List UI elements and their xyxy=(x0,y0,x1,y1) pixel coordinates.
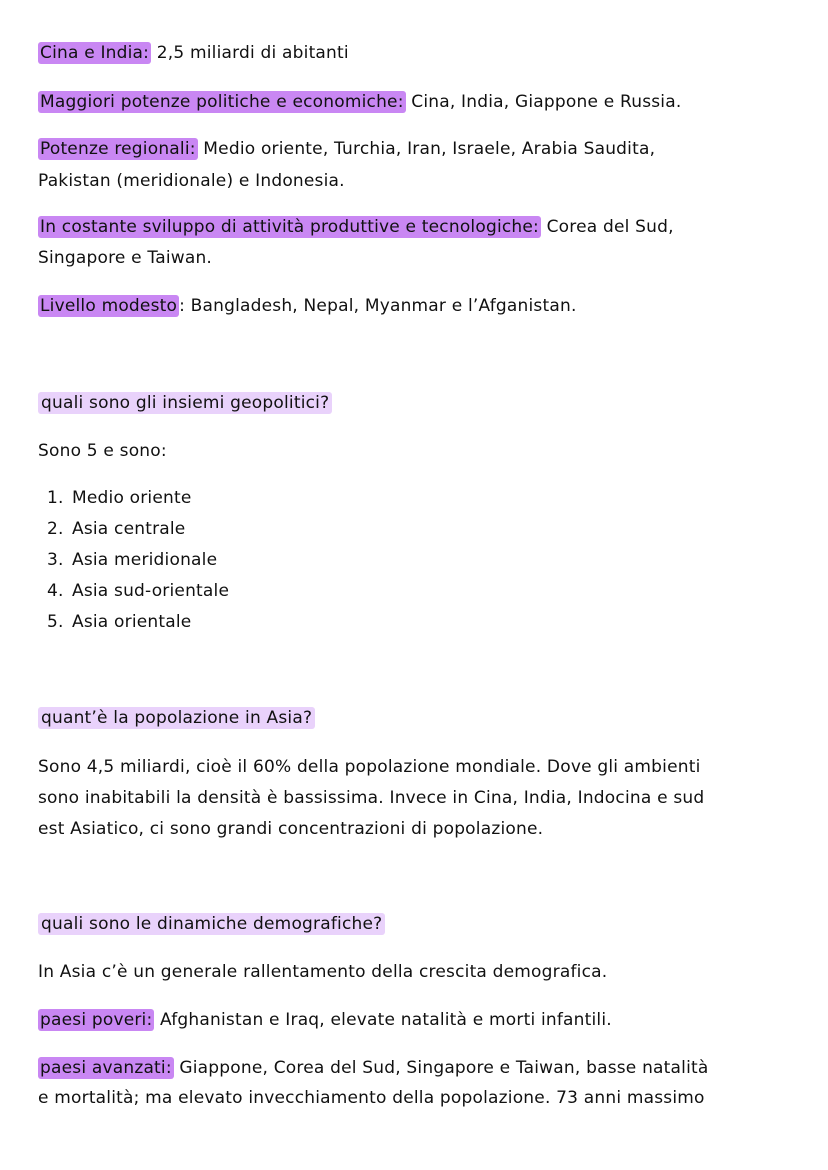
geopolitici-heading: quali sono gli insiemi geopolitici? xyxy=(38,392,332,414)
paesi-avanzati-line xyxy=(38,1057,708,1079)
cina-india-line xyxy=(38,42,349,64)
list-item xyxy=(47,580,229,602)
list-item-number: 2. xyxy=(47,519,64,539)
cina-india-text: 2,5 miliardi di abitanti xyxy=(156,43,349,63)
dinamiche-intro: In Asia c’è un generale rallentamento della crescita demografica. xyxy=(38,962,608,982)
list-item-number: 5. xyxy=(47,612,64,632)
list-item-label: Asia orientale xyxy=(72,612,192,632)
popolazione-heading-line xyxy=(38,707,315,729)
popolazione-paragraph-line: est Asiatico, ci sono grandi concentrazioni di popolazione. xyxy=(38,819,544,839)
list-item xyxy=(47,549,217,571)
paesi-poveri-label: paesi poveri: xyxy=(40,1010,153,1030)
sviluppo-text: Corea del Sud, xyxy=(546,217,674,237)
list-item-label: Asia sud-orientale xyxy=(72,581,230,601)
potenze-regionali-line-2 xyxy=(38,170,345,192)
list-item-label: Asia meridionale xyxy=(72,550,218,570)
potenze-regionali-text-2: Pakistan (meridionale) e Indonesia. xyxy=(38,171,345,191)
sviluppo-text-2: Singapore e Taiwan. xyxy=(38,248,213,268)
paesi-avanzati-text: Giappone, Corea del Sud, Singapore e Taiwan, basse natalità xyxy=(179,1058,709,1078)
dinamiche-heading: quali sono le dinamiche demografiche? xyxy=(38,913,385,935)
dinamiche-heading-line xyxy=(38,913,385,935)
livello-text: : Bangladesh, Nepal, Myanmar e l’Afganistan. xyxy=(179,296,577,316)
paesi-poveri-text: Afghanistan e Iraq, elevate natalità e morti infantili. xyxy=(160,1010,612,1030)
livello-label: Livello modesto xyxy=(40,296,178,316)
potenze-maggiori-line xyxy=(38,91,681,113)
livello-line xyxy=(38,295,577,317)
list-item-label: Asia centrale xyxy=(72,519,186,539)
paesi-poveri-line xyxy=(38,1009,612,1031)
paesi-avanzati-line-2 xyxy=(38,1087,705,1109)
potenze-regionali-line xyxy=(38,138,655,160)
list-item xyxy=(47,611,191,633)
paesi-avanzati-label: paesi avanzati: xyxy=(40,1058,172,1078)
list-item-number: 1. xyxy=(47,488,64,508)
sviluppo-label: In costante sviluppo di attività produttive e tecnologiche: xyxy=(40,217,539,237)
potenze-maggiori-text: Cina, India, Giappone e Russia. xyxy=(411,92,682,112)
popolazione-paragraph-line: Sono 4,5 miliardi, cioè il 60% della popolazione mondiale. Dove gli ambienti xyxy=(38,757,701,777)
list-item-number: 3. xyxy=(47,550,64,570)
popolazione-heading: quant’è la popolazione in Asia? xyxy=(38,707,315,729)
list-item xyxy=(47,518,185,540)
paesi-avanzati-text-2: e mortalità; ma elevato invecchiamento della popolazione. 73 anni massimo xyxy=(38,1088,705,1108)
list-item-number: 4. xyxy=(47,581,64,601)
potenze-regionali-label: Potenze regionali: xyxy=(40,139,196,159)
list-item-label: Medio oriente xyxy=(72,488,192,508)
list-item xyxy=(47,487,192,509)
geopolitici-heading-line xyxy=(38,392,332,414)
sviluppo-line-2 xyxy=(38,247,212,269)
popolazione-paragraph-line: sono inabitabili la densità è bassissima. Invece in Cina, India, Indocina e sud xyxy=(38,788,705,808)
potenze-maggiori-label: Maggiori potenze politiche e economiche: xyxy=(40,92,404,112)
potenze-regionali-text: Medio oriente, Turchia, Iran, Israele, Arabia Saudita, xyxy=(203,139,656,159)
geopolitici-intro: Sono 5 e sono: xyxy=(38,441,167,461)
sviluppo-line xyxy=(38,216,674,238)
cina-india-label: Cina e India: xyxy=(40,43,150,63)
